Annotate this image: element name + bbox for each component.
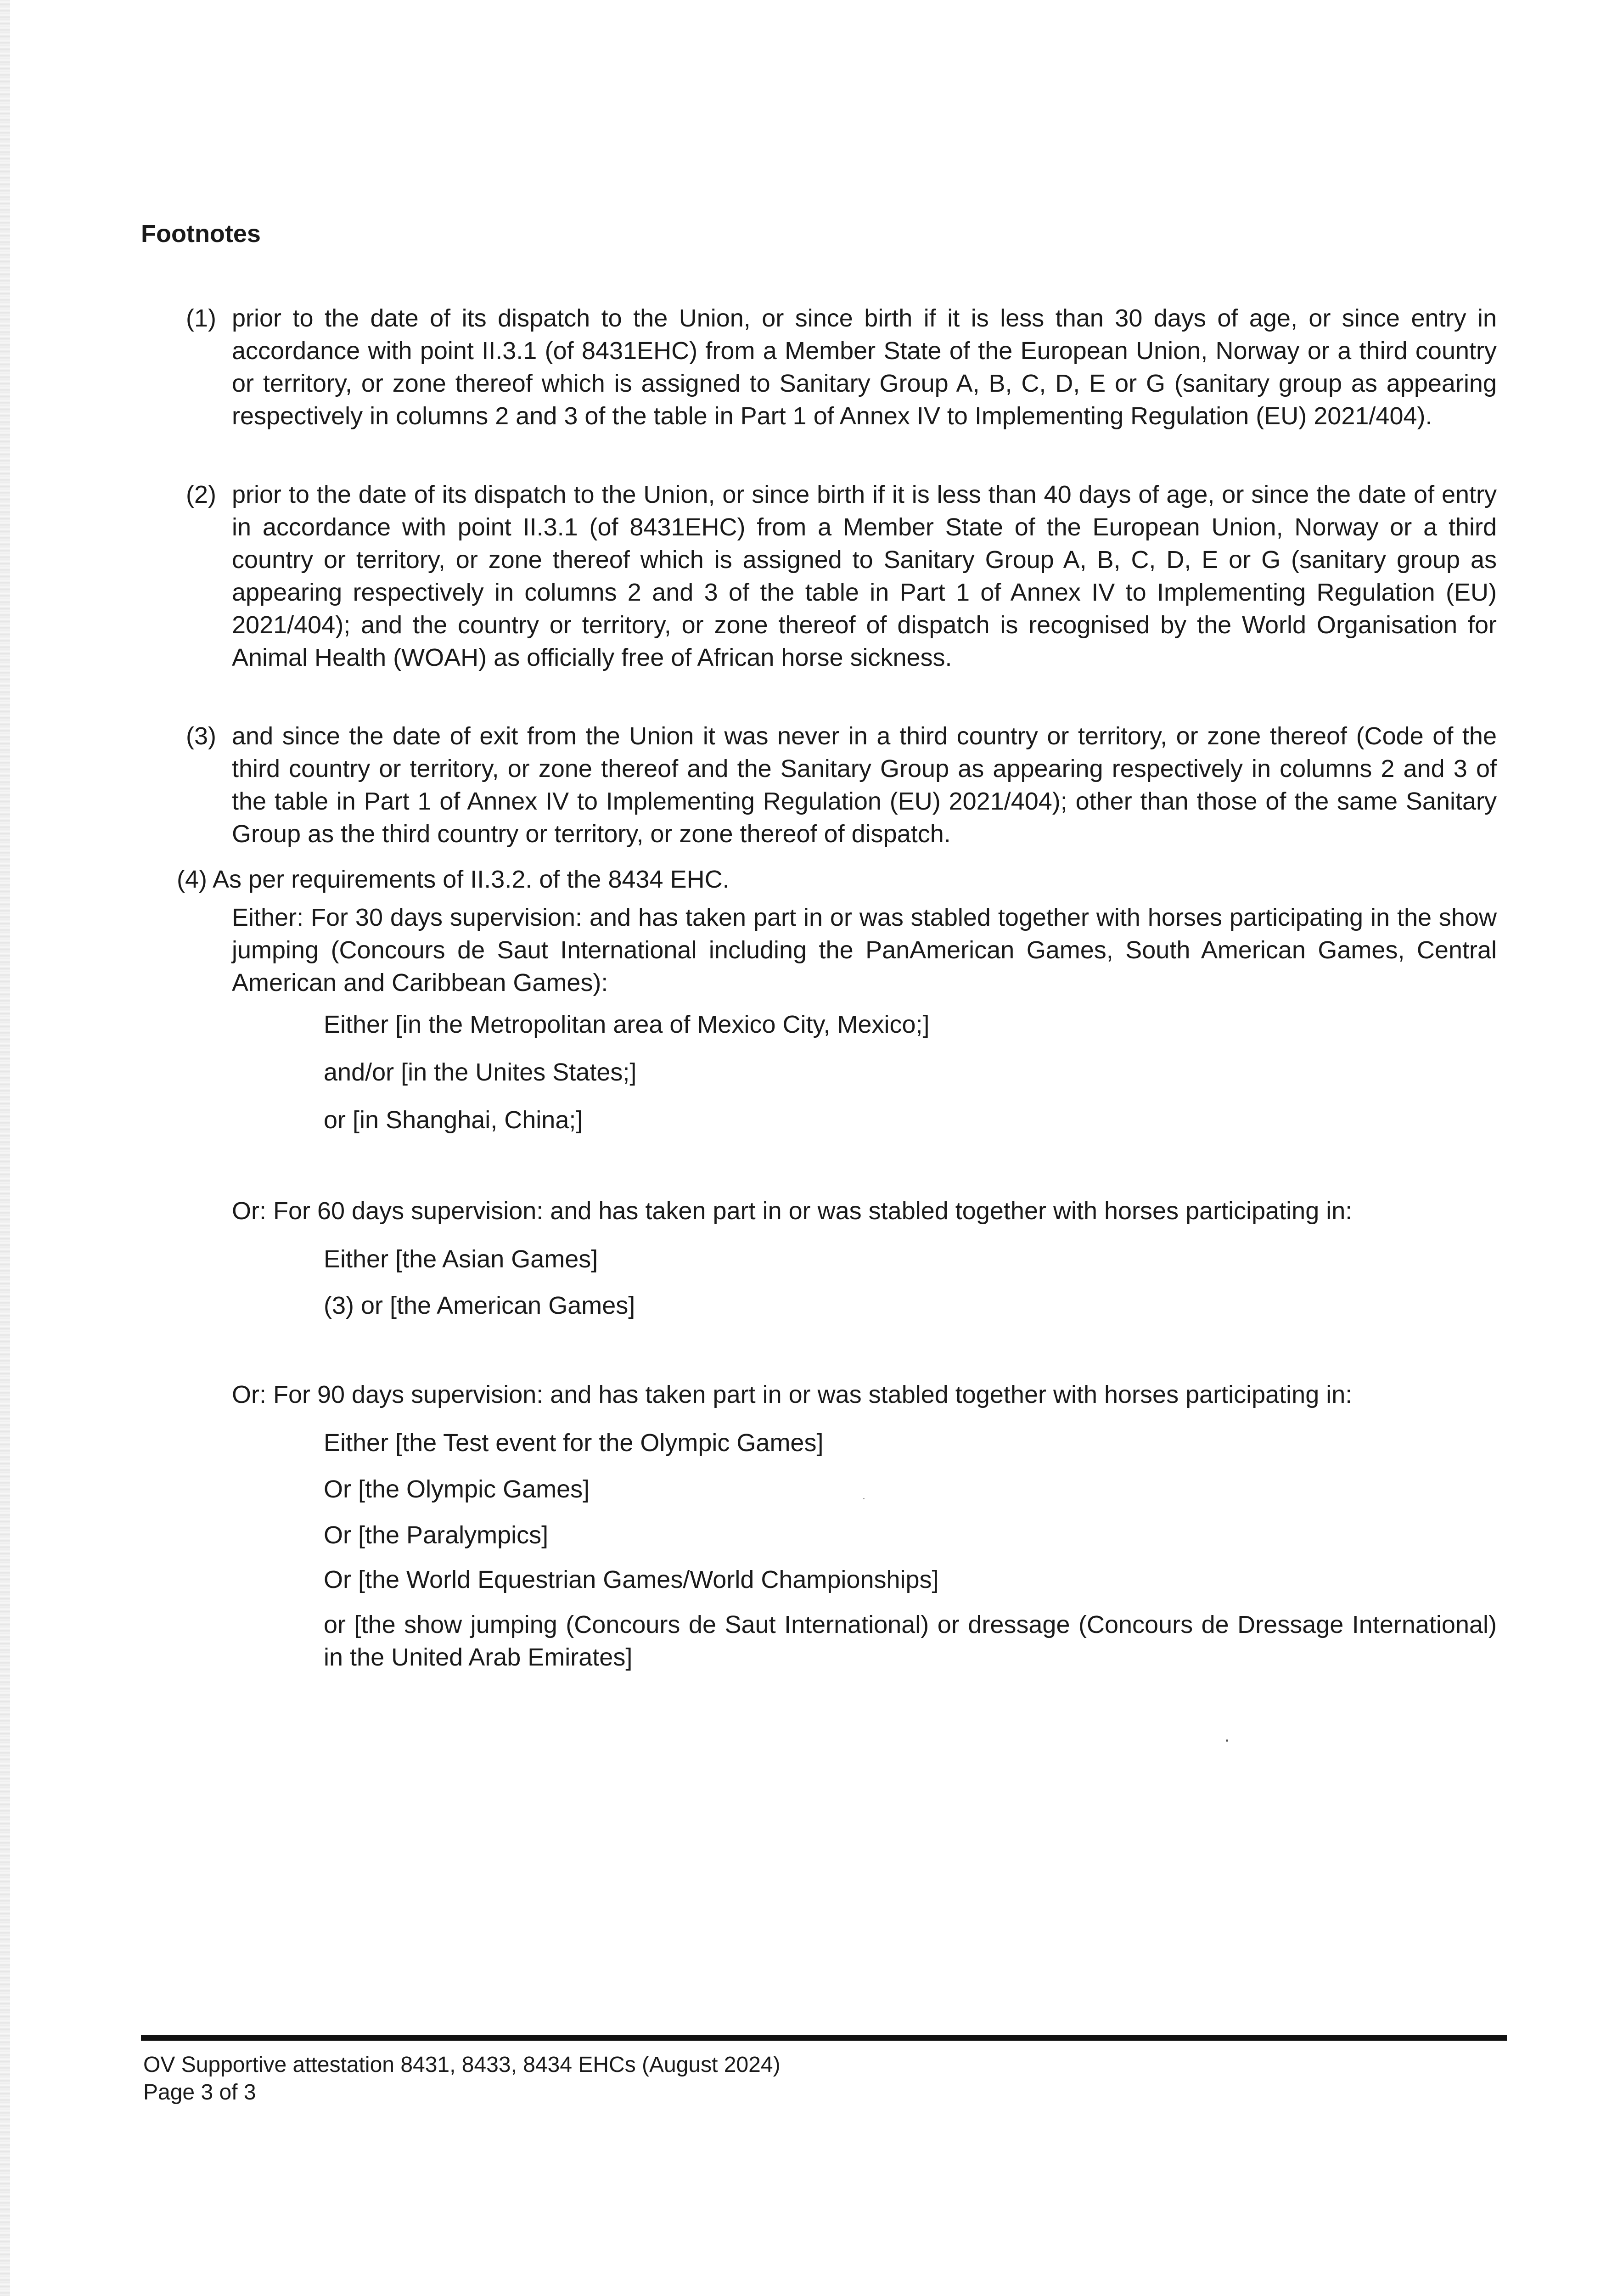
- page-heading: Footnotes: [141, 220, 261, 248]
- footnote-4-intro: (4) As per requirements of II.3.2. of the 8434 EHC.: [177, 866, 730, 893]
- footnote-number: (3): [186, 722, 216, 750]
- footnote-text: prior to the date of its dispatch to the Union, or since birth if it is less than 30 days of age, or since entry in accordance with point II.3.1 (of 8431EHC) from a Member State of the European Union, Norway or a third country or territory, or zone thereof which is assigned to Sanitary Group A, B, C, D, E or G (sanitary group as appearing respectively in columns 2 and 3 of the table in Part 1 of Annex IV to Implementing Regulation (EU) 2021/404).: [232, 304, 1497, 430]
- footer-document-title: OV Supportive attestation 8431, 8433, 8434 EHCs (August 2024): [143, 2053, 781, 2077]
- footer-page-number: Page 3 of 3: [143, 2080, 256, 2105]
- option-60-asian-games: Either [the Asian Games]: [324, 1245, 598, 1273]
- option-90-world-equestrian-games: Or [the World Equestrian Games/World Championships]: [324, 1566, 939, 1593]
- footnote-text: and since the date of exit from the Union it was never in a third country or territory, or zone thereof (Code of the third country or territory, or zone thereof and the Sanitary Group as appearing respectively in columns 2 and 3 of the table in Part 1 of Annex IV to Implementing Regulation (EU) 2021/404); other than those of the same Sanitary Group as the third country or territory, or zone thereof of dispatch.: [232, 722, 1497, 848]
- option-30-shanghai: or [in Shanghai, China;]: [324, 1106, 583, 1134]
- option-30-united-states: and/or [in the Unites States;]: [324, 1058, 637, 1086]
- supervision-30-days: Either: For 30 days supervision: and has taken part in or was stabled together with horses participating in the show jumping (Concours de Saut International including the PanAmerican Games, South American Games, Central American and Caribbean Games):: [232, 904, 1497, 996]
- footnote-number: (2): [186, 481, 216, 508]
- option-90-paralympics: Or [the Paralympics]: [324, 1521, 549, 1549]
- option-90-test-event: Either [the Test event for the Olympic Games]: [324, 1429, 824, 1457]
- footnote-1: [186, 302, 1497, 433]
- option-30-mexico: Either [in the Metropolitan area of Mexico City, Mexico;]: [324, 1011, 930, 1038]
- supervision-60-days: Or: For 60 days supervision: and has taken part in or was stabled together with horses participating in:: [232, 1197, 1353, 1225]
- option-90-uae: or [the show jumping (Concours de Saut International) or dressage (Concours de Dressage International) in the United Arab Emirates]: [324, 1611, 1497, 1671]
- scan-speck: [863, 1498, 865, 1499]
- footnote-2: [186, 478, 1497, 674]
- scan-edge: [0, 0, 10, 2296]
- footnote-number: (1): [186, 304, 216, 332]
- footnote-text: prior to the date of its dispatch to the Union, or since birth if it is less than 40 days of age, or since the date of entry in accordance with point II.3.1 (of 8431EHC) from a Member State of the European Union, Norway or a third country or territory, or zone thereof which is assigned to Sanitary Group A, B, C, D, E or G (sanitary group as appearing respectively in columns 2 and 3 of the table in Part 1 of Annex IV to Implementing Regulation (EU) 2021/404); and the country or territory, or zone thereof of dispatch is recognised by the World Organisation for Animal Health (WOAH) as officially free of African horse sickness.: [232, 481, 1497, 671]
- option-90-olympic-games: Or [the Olympic Games]: [324, 1475, 590, 1503]
- scan-speck: [1226, 1739, 1228, 1742]
- supervision-90-days: Or: For 90 days supervision: and has taken part in or was stabled together with horses participating in:: [232, 1381, 1353, 1408]
- option-60-american-games: (3) or [the American Games]: [324, 1292, 635, 1319]
- footer-rule: [141, 2035, 1507, 2041]
- footnote-3: [186, 720, 1497, 850]
